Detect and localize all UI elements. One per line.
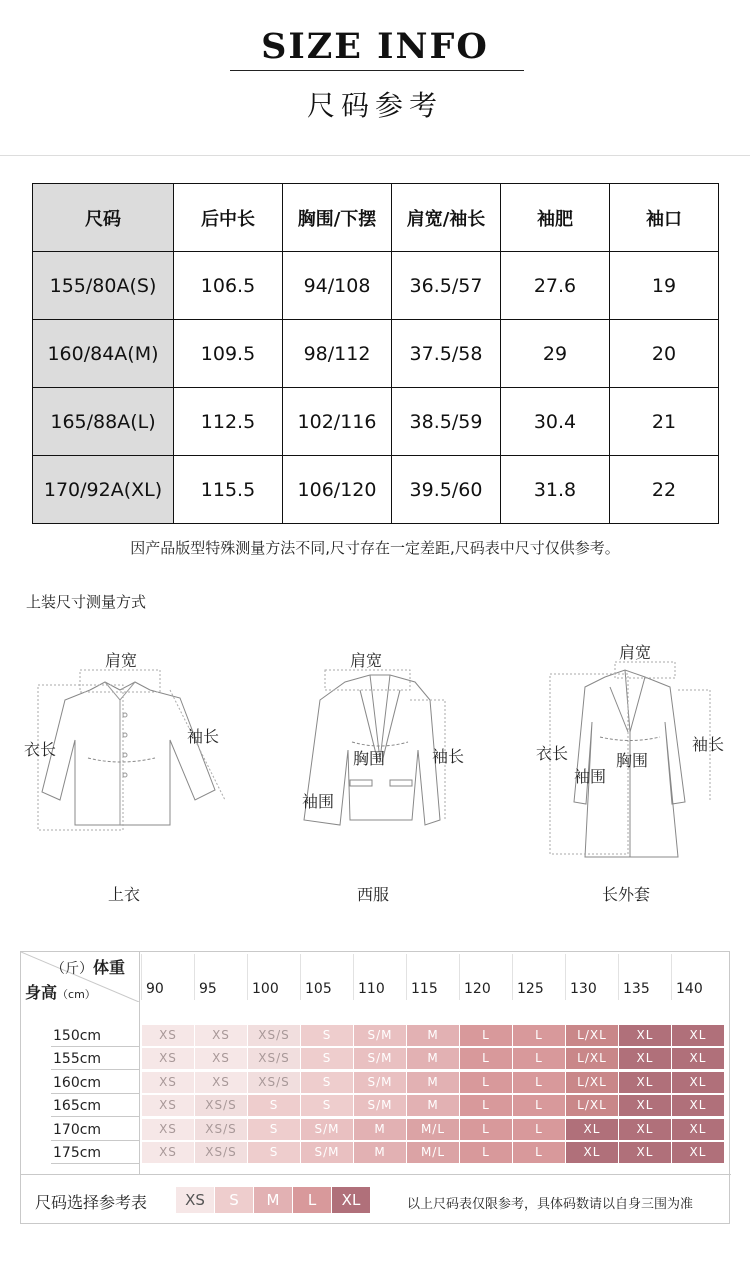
size-cell: S bbox=[248, 1142, 300, 1163]
weight-header bbox=[51, 955, 125, 978]
size-cell: XS bbox=[142, 1025, 194, 1046]
title-underline bbox=[230, 70, 524, 71]
table-cell: 20 bbox=[610, 320, 719, 388]
size-cell: XS bbox=[142, 1142, 194, 1163]
table-cell: 102/116 bbox=[283, 388, 392, 456]
legend-swatch: M bbox=[254, 1187, 292, 1213]
chart-vertical-divider bbox=[139, 952, 140, 1174]
header-divider bbox=[0, 155, 750, 156]
size-cell: XL bbox=[619, 1072, 671, 1093]
weight-tick bbox=[618, 954, 671, 1000]
size-cell: S/M bbox=[301, 1142, 353, 1163]
table-cell: 29 bbox=[501, 320, 610, 388]
size-table-header bbox=[33, 184, 719, 252]
chart-horizontal-divider bbox=[21, 1174, 731, 1175]
weight-tick-label: 140 bbox=[676, 981, 703, 997]
size-cell: XL bbox=[619, 1048, 671, 1069]
size-cell: S/M bbox=[301, 1119, 353, 1140]
table-row bbox=[33, 388, 719, 456]
weight-tick bbox=[671, 954, 724, 1000]
label-chest: 胸围 bbox=[616, 751, 649, 770]
size-cell: XL bbox=[672, 1095, 724, 1116]
size-cell: L bbox=[513, 1095, 565, 1116]
weight-tick bbox=[512, 954, 565, 1000]
size-cell: XS bbox=[195, 1072, 247, 1093]
size-cell: XS/S bbox=[195, 1095, 247, 1116]
label-sleeve: 袖长 bbox=[692, 735, 725, 754]
size-cell: S/M bbox=[354, 1072, 406, 1093]
weight-tick bbox=[459, 954, 512, 1000]
page-title: SIZE INFO bbox=[261, 26, 489, 67]
label-shoulder: 肩宽 bbox=[619, 643, 652, 662]
size-cell: L/XL bbox=[566, 1025, 618, 1046]
table-cell: 27.6 bbox=[501, 252, 610, 320]
size-cell: XL bbox=[566, 1119, 618, 1140]
size-cell: S bbox=[248, 1119, 300, 1140]
garment-name-shirt: 上衣 bbox=[108, 885, 141, 904]
weight-tick bbox=[194, 954, 247, 1000]
table-cell: 106.5 bbox=[174, 252, 283, 320]
table-cell: 38.5/59 bbox=[392, 388, 501, 456]
height-tick-label: 155cm bbox=[53, 1051, 102, 1068]
header-cell: 尺码 bbox=[33, 184, 174, 252]
legend-swatch: XL bbox=[332, 1187, 370, 1213]
height-row-label bbox=[21, 1071, 139, 1094]
weight-tick bbox=[300, 954, 353, 1000]
size-cell: XS/S bbox=[248, 1048, 300, 1069]
size-cell: L bbox=[513, 1025, 565, 1046]
label-cuff: 袖围 bbox=[302, 792, 335, 811]
weight-tick-label: 110 bbox=[358, 981, 385, 997]
size-recommendation-chart bbox=[20, 951, 730, 1224]
garment-name-blazer: 西服 bbox=[357, 885, 390, 904]
size-cell: S/M bbox=[354, 1048, 406, 1069]
height-row-label bbox=[21, 1141, 139, 1164]
size-cell: M bbox=[407, 1095, 459, 1116]
weight-tick bbox=[406, 954, 459, 1000]
size-cell: S/M bbox=[354, 1095, 406, 1116]
height-row-label bbox=[21, 1024, 139, 1047]
size-cell: M bbox=[354, 1119, 406, 1140]
weight-tick-label: 130 bbox=[570, 981, 597, 997]
size-cell: L/XL bbox=[566, 1072, 618, 1093]
size-cell: XL bbox=[619, 1095, 671, 1116]
size-cell: M bbox=[407, 1072, 459, 1093]
weight-tick bbox=[247, 954, 300, 1000]
height-header bbox=[25, 980, 96, 1003]
size-cell: L bbox=[460, 1025, 512, 1046]
height-tick-label: 170cm bbox=[53, 1121, 102, 1138]
table-row bbox=[33, 456, 719, 524]
size-cell: 165/88A(L) bbox=[33, 388, 174, 456]
size-cell: L bbox=[460, 1119, 512, 1140]
table-row bbox=[33, 252, 719, 320]
size-cell: 170/92A(XL) bbox=[33, 456, 174, 524]
size-cell: L/XL bbox=[566, 1095, 618, 1116]
weight-tick-label: 115 bbox=[411, 981, 438, 997]
size-cell: XL bbox=[672, 1048, 724, 1069]
legend-note: 以上尺码表仅限参考，具体码数请以自身三围为准 bbox=[407, 1197, 694, 1212]
table-cell: 22 bbox=[610, 456, 719, 524]
label-sleeve: 袖长 bbox=[432, 747, 465, 766]
weight-tick bbox=[141, 954, 194, 1000]
height-tick-label: 165cm bbox=[53, 1098, 102, 1115]
weight-label: 体重 bbox=[93, 958, 126, 977]
size-cell: XS bbox=[142, 1095, 194, 1116]
legend-swatch: XS bbox=[176, 1187, 214, 1213]
size-cell: M bbox=[407, 1025, 459, 1046]
size-cell: XL bbox=[672, 1072, 724, 1093]
size-cell: M bbox=[354, 1142, 406, 1163]
table-cell: 21 bbox=[610, 388, 719, 456]
size-cell: XS/S bbox=[248, 1072, 300, 1093]
table-cell: 39.5/60 bbox=[392, 456, 501, 524]
size-cell: L bbox=[460, 1048, 512, 1069]
label-sleeve: 袖长 bbox=[187, 727, 220, 746]
table-cell: 106/120 bbox=[283, 456, 392, 524]
size-cell: XS bbox=[142, 1072, 194, 1093]
size-cell: S/M bbox=[354, 1025, 406, 1046]
weight-tick-label: 105 bbox=[305, 981, 332, 997]
height-tick-label: 150cm bbox=[53, 1028, 102, 1044]
table-cell: 115.5 bbox=[174, 456, 283, 524]
size-cell: S bbox=[248, 1095, 300, 1116]
legend-swatch: L bbox=[293, 1187, 331, 1213]
size-cell: M bbox=[407, 1048, 459, 1069]
size-cell: 155/80A(S) bbox=[33, 252, 174, 320]
size-cell: XL bbox=[619, 1142, 671, 1163]
label-shoulder: 肩宽 bbox=[105, 651, 138, 670]
table-row bbox=[33, 320, 719, 388]
size-cell: XL bbox=[672, 1119, 724, 1140]
size-cell: XS bbox=[142, 1048, 194, 1069]
table-cell: 112.5 bbox=[174, 388, 283, 456]
size-disclaimer: 因产品版型特殊测量方法不同,尺寸存在一定差距,尺码表中尺寸仅供参考。 bbox=[130, 539, 620, 557]
weight-tick-label: 100 bbox=[252, 981, 279, 997]
height-tick-label: 160cm bbox=[53, 1074, 102, 1091]
label-length: 衣长 bbox=[536, 744, 569, 763]
table-cell: 19 bbox=[610, 252, 719, 320]
table-cell: 37.5/58 bbox=[392, 320, 501, 388]
size-cell: XL bbox=[619, 1025, 671, 1046]
garment-name-coat: 长外套 bbox=[602, 885, 651, 904]
height-row-label bbox=[21, 1118, 139, 1141]
table-cell: 94/108 bbox=[283, 252, 392, 320]
table-cell: 30.4 bbox=[501, 388, 610, 456]
size-cell: 160/84A(M) bbox=[33, 320, 174, 388]
legend-title: 尺码选择参考表 bbox=[35, 1193, 148, 1212]
label-chest: 胸围 bbox=[353, 749, 386, 768]
weight-tick-label: 90 bbox=[146, 981, 164, 997]
size-cell: XL bbox=[566, 1142, 618, 1163]
table-cell: 36.5/57 bbox=[392, 252, 501, 320]
weight-tick-label: 120 bbox=[464, 981, 491, 997]
size-cell: L bbox=[513, 1048, 565, 1069]
weight-tick bbox=[353, 954, 406, 1000]
label-cuff: 袖围 bbox=[574, 767, 607, 786]
label-shoulder: 肩宽 bbox=[350, 651, 383, 670]
weight-tick-label: 95 bbox=[199, 981, 217, 997]
size-cell: M/L bbox=[407, 1119, 459, 1140]
size-cell: XS bbox=[195, 1048, 247, 1069]
height-row-label bbox=[21, 1047, 139, 1070]
header-cell: 袖肥 bbox=[501, 184, 610, 252]
table-cell: 109.5 bbox=[174, 320, 283, 388]
blazer-diagram bbox=[290, 640, 480, 840]
legend-swatch: S bbox=[215, 1187, 253, 1213]
weight-tick-label: 135 bbox=[623, 981, 650, 997]
height-label: 身高 bbox=[25, 983, 58, 1002]
size-cell: XS bbox=[142, 1119, 194, 1140]
page-subtitle: 尺码参考 bbox=[306, 89, 443, 122]
header-cell: 后中长 bbox=[174, 184, 283, 252]
coat-diagram bbox=[530, 632, 740, 862]
size-cell: XL bbox=[619, 1119, 671, 1140]
size-cell: XS bbox=[195, 1025, 247, 1046]
size-table bbox=[32, 183, 719, 524]
size-cell: L bbox=[513, 1142, 565, 1163]
weight-tick bbox=[565, 954, 618, 1000]
size-cell: S bbox=[301, 1095, 353, 1116]
size-cell: M/L bbox=[407, 1142, 459, 1163]
size-cell: L bbox=[513, 1119, 565, 1140]
size-cell: XL bbox=[672, 1142, 724, 1163]
weight-tick-label: 125 bbox=[517, 981, 544, 997]
table-cell: 98/112 bbox=[283, 320, 392, 388]
size-cell: XS/S bbox=[195, 1119, 247, 1140]
header-cell: 肩宽/袖长 bbox=[392, 184, 501, 252]
table-cell: 31.8 bbox=[501, 456, 610, 524]
header-cell: 胸围/下摆 bbox=[283, 184, 392, 252]
size-cell: XS/S bbox=[195, 1142, 247, 1163]
size-cell: L bbox=[460, 1095, 512, 1116]
height-unit: （cm） bbox=[57, 988, 96, 1001]
measure-section-title: 上装尺寸测量方式 bbox=[26, 593, 147, 611]
height-tick-label: 175cm bbox=[53, 1145, 102, 1161]
size-cell: L bbox=[460, 1142, 512, 1163]
size-cell: L/XL bbox=[566, 1048, 618, 1069]
size-cell: S bbox=[301, 1025, 353, 1046]
size-cell: S bbox=[301, 1072, 353, 1093]
shirt-diagram bbox=[20, 640, 240, 840]
height-row-label bbox=[21, 1094, 139, 1117]
weight-unit: （斤） bbox=[51, 961, 93, 977]
size-cell: L bbox=[460, 1072, 512, 1093]
size-cell: XL bbox=[672, 1025, 724, 1046]
size-cell: XS/S bbox=[248, 1025, 300, 1046]
size-cell: S bbox=[301, 1048, 353, 1069]
header-cell: 袖口 bbox=[610, 184, 719, 252]
label-length: 衣长 bbox=[24, 740, 57, 759]
size-cell: L bbox=[513, 1072, 565, 1093]
